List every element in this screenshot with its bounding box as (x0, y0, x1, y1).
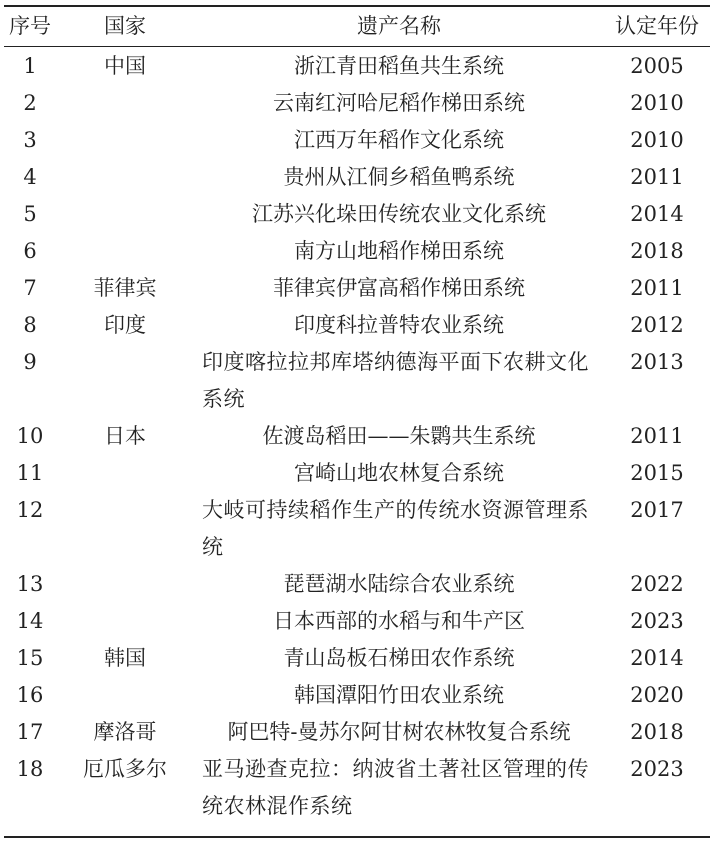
row-number: 2 (23, 91, 37, 115)
table-row (4, 640, 710, 677)
row-number: 18 (16, 757, 44, 781)
row-number: 16 (16, 683, 44, 707)
table-row (4, 677, 710, 714)
row-country: 摩洛哥 (93, 720, 157, 744)
row-number: 10 (16, 424, 44, 448)
table-row (4, 122, 710, 159)
row-country (56, 85, 194, 122)
row-year: 2018 (630, 239, 684, 263)
row-heritage-name: 菲律宾伊富高稻作梯田系统 (273, 276, 525, 300)
row-year: 2022 (630, 572, 684, 596)
row-number: 17 (16, 720, 44, 744)
row-heritage-name: 韩国潭阳竹田农业系统 (294, 683, 504, 707)
table-row (4, 344, 710, 418)
row-year: 2011 (630, 165, 684, 189)
row-number: 5 (23, 202, 37, 226)
bottom-rule (4, 836, 710, 838)
row-country (56, 677, 194, 714)
table-row (4, 196, 710, 233)
table-row (4, 307, 710, 344)
row-year: 2023 (630, 757, 684, 781)
row-number: 11 (16, 461, 44, 485)
row-heritage-name: 南方山地稻作梯田系统 (294, 239, 504, 263)
table-row (4, 85, 710, 122)
table-row (4, 751, 710, 825)
table-row (4, 455, 710, 492)
row-year: 2011 (630, 424, 684, 448)
row-country: 韩国 (104, 646, 146, 670)
header-year: 认定年份 (615, 14, 699, 38)
row-number: 14 (16, 609, 44, 633)
row-heritage-name: 佐渡岛稻田——朱鹮共生系统 (262, 424, 536, 448)
table-row (4, 603, 710, 640)
row-country: 菲律宾 (93, 276, 157, 300)
header-name: 遗产名称 (357, 14, 441, 38)
row-number: 1 (23, 54, 37, 78)
row-year: 2018 (630, 720, 684, 744)
row-year: 2017 (630, 498, 684, 522)
row-year: 2010 (630, 91, 684, 115)
row-number: 8 (23, 313, 37, 337)
row-year: 2015 (630, 461, 684, 485)
table-row (4, 233, 710, 270)
row-country (56, 196, 194, 233)
row-country: 厄瓜多尔 (83, 757, 167, 781)
row-heritage-name: 青山岛板石梯田农作系统 (283, 646, 515, 670)
table-row (4, 159, 710, 196)
table-row (4, 566, 710, 603)
row-year: 2014 (630, 646, 684, 670)
row-country (56, 159, 194, 196)
row-heritage-name: 江苏兴化垛田传统农业文化系统 (252, 202, 546, 226)
row-heritage-name: 浙江青田稻鱼共生系统 (294, 54, 504, 78)
row-country: 印度 (104, 313, 146, 337)
row-country (56, 344, 194, 418)
row-number: 4 (23, 165, 37, 189)
row-country (56, 566, 194, 603)
row-number: 3 (23, 128, 37, 152)
row-heritage-name: 琵琶湖水陆综合农业系统 (283, 572, 515, 596)
row-heritage-name: 宫崎山地农林复合系统 (294, 461, 504, 485)
row-number: 9 (23, 350, 37, 374)
row-heritage-name: 亚马逊查克拉：纳波省土著社区管理的传统农林混作系统 (202, 757, 589, 818)
row-number: 13 (16, 572, 44, 596)
header-no: 序号 (9, 14, 51, 38)
row-heritage-name: 印度喀拉拉邦库塔纳德海平面下农耕文化系统 (202, 350, 589, 411)
row-year: 2011 (630, 276, 684, 300)
table-row (4, 492, 710, 566)
row-heritage-name: 日本西部的水稻与和牛产区 (273, 609, 525, 633)
row-year: 2013 (630, 350, 684, 374)
row-country (56, 122, 194, 159)
row-year: 2020 (630, 683, 684, 707)
row-heritage-name: 阿巴特-曼苏尔阿甘树农林牧复合系统 (227, 720, 571, 744)
row-heritage-name: 云南红河哈尼稻作梯田系统 (273, 91, 525, 115)
row-heritage-name: 江西万年稻作文化系统 (294, 128, 504, 152)
row-number: 7 (23, 276, 37, 300)
table-row (4, 418, 710, 455)
header-row (4, 7, 710, 46)
row-country (56, 233, 194, 270)
row-country (56, 603, 194, 640)
row-country (56, 492, 194, 566)
row-number: 15 (16, 646, 44, 670)
row-number: 6 (23, 239, 37, 263)
table-row (4, 714, 710, 751)
table-row (4, 270, 710, 307)
row-country (56, 455, 194, 492)
row-country: 日本 (104, 424, 146, 448)
row-year: 2012 (630, 313, 684, 337)
row-number: 12 (16, 498, 44, 522)
header-country: 国家 (104, 14, 146, 38)
row-year: 2014 (630, 202, 684, 226)
row-year: 2010 (630, 128, 684, 152)
row-heritage-name: 印度科拉普特农业系统 (294, 313, 504, 337)
table-row (4, 46, 710, 85)
row-heritage-name: 大岐可持续稻作生产的传统水资源管理系统 (202, 498, 589, 559)
heritage-table (4, 7, 710, 825)
row-year: 2023 (630, 609, 684, 633)
row-year: 2005 (630, 54, 684, 78)
row-heritage-name: 贵州从江侗乡稻鱼鸭系统 (283, 165, 515, 189)
row-country: 中国 (104, 54, 146, 78)
